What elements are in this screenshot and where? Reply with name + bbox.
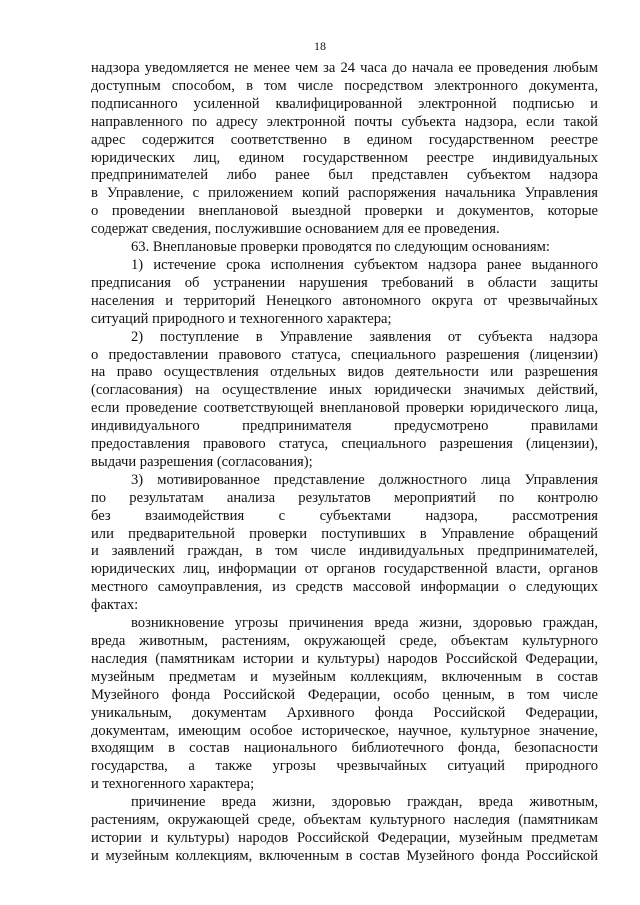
text-line: причинение вреда жизни, здоровью граждан, вреда животным, xyxy=(131,794,598,811)
paragraph-threat xyxy=(91,615,598,794)
text-line: документам, имеющим особое историческое, научное, культурное значение, xyxy=(91,722,598,739)
text-line: населения и территорий Ненецкого автономного округа от чрезвычайных xyxy=(91,292,598,309)
text-line: растениям, окружающей среде, объектам культурного наследия (памятникам xyxy=(91,812,598,829)
text-line: уникальным, документам Архивного фонда Российской Федерации, xyxy=(91,704,598,721)
text-line: предпринимателей либо ранее был представлен субъектом надзора xyxy=(91,167,598,184)
text-line: индивидуального предпринимателя предусмотрено правилами xyxy=(91,418,598,435)
text-line: и музейным коллекциям, включенным в состав Музейного фонда Российской xyxy=(91,847,598,864)
text-line: вреда животным, растениям, окружающей среде, объектам культурного xyxy=(91,633,598,649)
text-line: предписания об устранении нарушения требований в области защиты xyxy=(91,274,598,291)
text-line: направленного по адресу электронной почты субъекта надзора, если такой xyxy=(91,113,598,130)
text-line: или предварительной проверки поступивших в Управление обращений xyxy=(91,525,598,542)
text-line: на право осуществления отдельных видов деятельности или разрешения xyxy=(91,364,598,381)
text-line: 2) поступление в Управление заявления от субъекта надзора xyxy=(131,328,598,345)
text-line: возникновение угрозы причинения вреда жизни, здоровью граждан, xyxy=(131,615,598,632)
text-line: государства, а также угрозы чрезвычайных ситуаций природного xyxy=(91,758,598,775)
text-line: доступным способом, в том числе посредством электронного документа, xyxy=(91,77,598,94)
paragraph-item-2 xyxy=(91,329,598,472)
text-line: 1) истечение срока исполнения субъектом надзора ранее выданного xyxy=(131,256,598,273)
text-line: наследия (памятникам истории и культуры) народов Российской Федерации, xyxy=(91,650,598,667)
text-line: по результатам анализа результатов мероприятий по контролю xyxy=(91,489,598,506)
paragraph-notification xyxy=(91,60,598,239)
text-line: и техногенного характера; xyxy=(91,776,255,793)
paragraph-harm xyxy=(91,794,598,866)
text-line: подписанного усиленной квалифицированной электронной подписью и xyxy=(91,95,598,112)
paragraph-item-3 xyxy=(91,472,598,615)
text-line: о проведении внеплановой выездной проверки и документов, которые xyxy=(91,203,598,220)
text-line: адрес содержится соответственно в едином государственном реестре xyxy=(91,131,598,148)
text-line: фактах: xyxy=(91,597,139,614)
text-line: содержат сведения, послужившие основанием для ее проведения. xyxy=(91,221,500,238)
paragraph-63-heading xyxy=(91,239,598,257)
text-line: местного самоуправления, из средств массовой информации о следующих xyxy=(91,579,598,596)
text-line: выдачи разрешения (согласования); xyxy=(91,453,313,470)
text-line: музейным предметам и музейным коллекциям, включенным в состав xyxy=(91,668,598,685)
text-line: входящим в состав национального библиотечного фонда, безопасности xyxy=(91,740,598,757)
text-line: если проведение соответствующей внеплановой проверки юридического лица, xyxy=(91,400,598,417)
text-line: юридических лиц, информации от органов государственной власти, органов xyxy=(91,561,598,578)
text-line: без взаимодействия с субъектами надзора, рассмотрения xyxy=(91,507,598,524)
paragraph-item-1 xyxy=(91,257,598,329)
text-line: истории и культуры) народов Российской Федерации, музейным предметам xyxy=(91,829,598,846)
text-line: Музейного фонда Российской Федерации, особо ценным, в том числе xyxy=(91,686,598,703)
text-line: ситуаций природного и техногенного характера; xyxy=(91,310,392,327)
page-number: 18 xyxy=(314,39,326,53)
text-line: 63. Внеплановые проверки проводятся по следующим основаниям: xyxy=(131,239,550,256)
text-line: (согласования) на осуществление иных юридически значимых действий, xyxy=(91,382,598,399)
text-line: 3) мотивированное представление должностного лица Управления xyxy=(131,471,598,488)
document-body xyxy=(91,60,598,866)
text-line: и заявлений граждан, в том числе индивидуальных предпринимателей, xyxy=(91,543,598,560)
text-line: юридических лиц, едином государственном реестре индивидуальных xyxy=(91,149,598,166)
text-line: о предоставлении правового статуса, специального разрешения (лицензии) xyxy=(91,346,598,363)
text-line: предоставления правового статуса, специального разрешения (лицензии), xyxy=(91,436,598,453)
text-line: надзора уведомляется не менее чем за 24 часа до начала ее проведения любым xyxy=(91,60,598,76)
text-line: в Управление, с приложением копий распоряжения начальника Управления xyxy=(91,185,598,202)
